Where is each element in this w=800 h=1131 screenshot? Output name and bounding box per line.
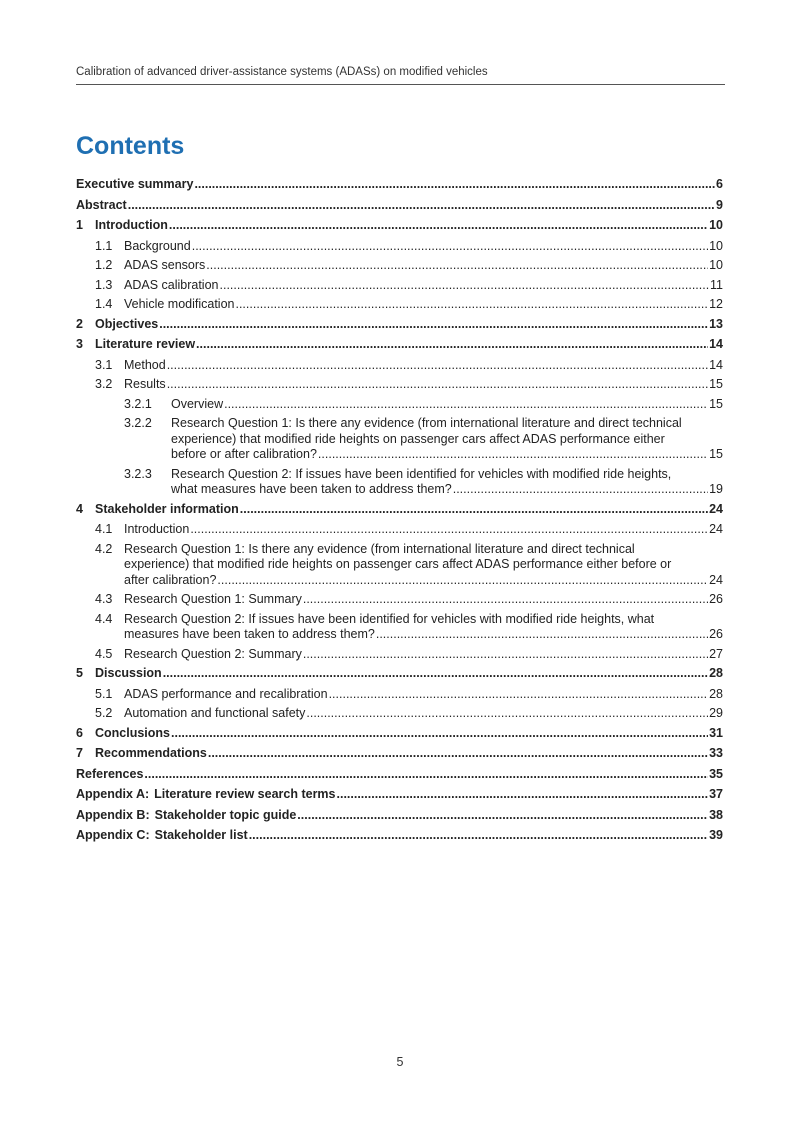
toc-entry-number: 3.1 <box>95 357 113 372</box>
toc-entry-title: Results <box>124 377 166 391</box>
toc-entry-title-line: Research Question 2: If issues have been identified for vehicles with modified ride heights, what <box>124 611 655 626</box>
toc-page-number: 10 <box>709 238 723 253</box>
toc-page-number: 14 <box>709 337 723 351</box>
toc-entry-title: what measures have been taken to address them? <box>171 482 452 496</box>
toc-entry-title: Abstract <box>76 197 127 212</box>
toc-entry[interactable] <box>76 726 723 742</box>
toc-entry-number: 4.3 <box>95 592 113 606</box>
toc-page-number: 33 <box>709 746 723 760</box>
toc-entry-number: 6 <box>76 725 83 740</box>
dot-leader <box>167 377 708 393</box>
page-title: Contents <box>76 132 185 160</box>
dot-leader <box>159 317 708 333</box>
toc-entry-title: Overview <box>171 396 224 411</box>
toc-entry[interactable] <box>76 467 723 498</box>
toc-page-number: 15 <box>709 396 723 411</box>
toc-entry-number: 4 <box>76 501 83 516</box>
toc-entry-title: Stakeholder list <box>154 828 248 842</box>
toc-entry-number: Appendix A: <box>76 787 150 801</box>
toc-entry-number: 3.2.3 <box>124 466 152 481</box>
dot-leader <box>318 447 708 463</box>
toc-entry-title: Literature review search terms <box>154 787 336 801</box>
toc-entry[interactable] <box>76 787 723 803</box>
dot-leader <box>171 726 708 742</box>
toc-page-number: 24 <box>709 572 723 587</box>
toc-entry[interactable] <box>76 746 723 762</box>
toc-entry-number: 1.2 <box>95 258 113 272</box>
toc-entry-number: 3.2.1 <box>124 396 152 411</box>
toc-page-number: 19 <box>709 482 723 496</box>
toc-entry-number: Appendix B: <box>76 807 150 822</box>
dot-leader <box>144 767 708 783</box>
toc-entry[interactable] <box>76 358 723 374</box>
toc-entry[interactable] <box>76 317 723 333</box>
toc-page-number: 27 <box>709 646 723 661</box>
dot-leader <box>240 502 708 518</box>
dot-leader <box>194 177 715 193</box>
toc-entry[interactable] <box>76 198 723 214</box>
toc-entry[interactable] <box>76 177 723 193</box>
toc-entry-title: ADAS calibration <box>124 277 219 292</box>
toc-entry-title: Stakeholder topic guide <box>154 807 297 822</box>
toc-entry-number: 5.1 <box>95 686 113 701</box>
toc-page-number: 11 <box>710 277 723 292</box>
dot-leader <box>306 706 708 722</box>
toc-entry[interactable] <box>76 337 723 353</box>
dot-leader <box>190 522 708 538</box>
toc-entry-number: 7 <box>76 746 83 760</box>
toc-entry-title: Background <box>124 238 191 253</box>
toc-entry-title-line: Research Question 1: Is there any evidence (from international literature and direct technical <box>171 416 682 430</box>
toc-entry-title: Introduction <box>95 218 168 232</box>
toc-entry-number: 4.1 <box>95 522 113 536</box>
toc-entry-title: Vehicle modification <box>124 297 235 311</box>
toc-entry-number: 1.3 <box>95 277 113 292</box>
toc-entry-title: Introduction <box>124 522 190 536</box>
dot-leader <box>235 297 708 313</box>
toc-entry-title: References <box>76 766 144 781</box>
dot-leader <box>337 787 709 803</box>
toc-page-number: 38 <box>709 807 723 822</box>
toc-entry[interactable] <box>76 522 723 538</box>
toc-entry-title-line: experience) that modified ride heights on passenger cars affect ADAS performance either before or <box>124 557 672 571</box>
toc-entry[interactable] <box>76 647 723 663</box>
toc-entry-number: 1.1 <box>95 238 113 253</box>
dot-leader <box>167 358 708 374</box>
toc-entry[interactable] <box>76 502 723 518</box>
toc-entry-title: Automation and functional safety <box>124 706 306 720</box>
toc-entry-title: Research Question 1: Summary <box>124 592 302 606</box>
toc-page-number: 24 <box>709 501 723 516</box>
toc-entry-title-line: Research Question 1: Is there any evidence (from international literature and direct technical <box>124 541 635 556</box>
toc-entry-title: measures have been taken to address them? <box>124 627 375 641</box>
page-number: 5 <box>396 1055 404 1069</box>
toc-entry-title-line: Research Question 2: If issues have been identified for vehicles with modified ride heights, <box>171 466 672 481</box>
toc-entry[interactable] <box>76 542 723 589</box>
dot-leader <box>220 278 710 294</box>
toc-entry[interactable] <box>76 218 723 234</box>
toc-entry-number: 5.2 <box>95 706 113 720</box>
toc-page-number: 26 <box>709 627 723 641</box>
toc-entry-number: 1.4 <box>95 297 113 311</box>
dot-leader <box>249 828 708 844</box>
dot-leader <box>376 627 708 643</box>
toc-page-number: 31 <box>709 725 723 740</box>
dot-leader <box>329 687 709 703</box>
toc-page-number: 29 <box>709 706 723 720</box>
dot-leader <box>163 666 708 682</box>
toc-entry-number: 5 <box>76 666 83 680</box>
toc-entry-title: before or after calibration? <box>171 447 317 461</box>
toc-page-number: 10 <box>709 258 723 272</box>
toc-entry-title: Literature review <box>95 337 196 351</box>
dot-leader <box>303 592 708 608</box>
toc-entry[interactable] <box>76 278 723 294</box>
running-header: Calibration of advanced driver-assistance systems (ADASs) on modified vehicles <box>76 66 725 85</box>
dot-leader <box>206 258 708 274</box>
toc-entry-number: 4.5 <box>95 646 113 661</box>
toc-page-number: 15 <box>709 447 723 461</box>
toc-page-number: 9 <box>716 197 723 212</box>
toc-entry[interactable] <box>76 666 723 682</box>
toc-entry[interactable] <box>76 808 723 824</box>
toc-entry-title: Method <box>124 357 166 372</box>
toc-entry[interactable] <box>76 767 723 783</box>
toc-entry[interactable] <box>76 377 723 393</box>
toc-entry-title: Recommendations <box>95 746 207 760</box>
toc-entry-number: 3 <box>76 337 83 351</box>
toc-entry[interactable] <box>76 416 723 463</box>
toc-page-number: 13 <box>709 316 723 331</box>
dot-leader <box>224 397 708 413</box>
toc-entry-title: Discussion <box>95 666 162 680</box>
dot-leader <box>128 198 715 214</box>
dot-leader <box>169 218 708 234</box>
dot-leader <box>297 808 708 824</box>
toc-page-number: 35 <box>709 766 723 781</box>
table-of-contents <box>76 177 723 849</box>
toc-entry-number: 3.2 <box>95 377 113 391</box>
toc-entry-title: ADAS performance and recalibration <box>124 686 328 701</box>
toc-entry[interactable] <box>76 828 723 844</box>
toc-entry-number: 1 <box>76 218 83 232</box>
toc-page-number: 24 <box>709 522 723 536</box>
toc-entry[interactable] <box>76 397 723 413</box>
toc-page-number: 12 <box>709 297 723 311</box>
toc-entry-title: Research Question 2: Summary <box>124 646 302 661</box>
dot-leader <box>217 573 708 589</box>
toc-entry-number: 3.2.2 <box>124 416 152 430</box>
toc-entry-number: Appendix C: <box>76 828 150 842</box>
toc-entry-title-line: experience) that modified ride heights on passenger cars affect ADAS performance either <box>171 431 665 446</box>
toc-entry[interactable] <box>76 706 723 722</box>
toc-page-number: 28 <box>709 666 723 680</box>
toc-entry-number: 2 <box>76 316 83 331</box>
toc-page-number: 10 <box>709 218 723 232</box>
toc-entry[interactable] <box>76 687 723 703</box>
toc-entry-title: Stakeholder information <box>95 501 239 516</box>
dot-leader <box>192 239 708 255</box>
toc-entry-title: Objectives <box>95 316 159 331</box>
toc-page-number: 6 <box>716 177 723 191</box>
toc-entry-title: Executive summary <box>76 177 194 191</box>
toc-entry[interactable] <box>76 258 723 274</box>
toc-entry-number: 4.2 <box>95 541 113 556</box>
toc-entry-title: after calibration? <box>124 572 217 587</box>
toc-entry-title: ADAS sensors <box>124 258 206 272</box>
dot-leader <box>196 337 708 353</box>
toc-page-number: 26 <box>709 592 723 606</box>
toc-entry[interactable] <box>76 612 723 643</box>
toc-entry[interactable] <box>76 592 723 608</box>
toc-page-number: 37 <box>709 787 723 801</box>
toc-page-number: 14 <box>709 357 723 372</box>
toc-entry-number: 4.4 <box>95 611 113 626</box>
toc-page-number: 28 <box>709 686 723 701</box>
toc-page-number: 39 <box>709 828 723 842</box>
dot-leader <box>303 647 708 663</box>
toc-entry-title: Conclusions <box>95 725 171 740</box>
dot-leader <box>208 746 708 762</box>
toc-entry[interactable] <box>76 297 723 313</box>
toc-entry[interactable] <box>76 239 723 255</box>
toc-page-number: 15 <box>709 377 723 391</box>
dot-leader <box>453 482 708 498</box>
